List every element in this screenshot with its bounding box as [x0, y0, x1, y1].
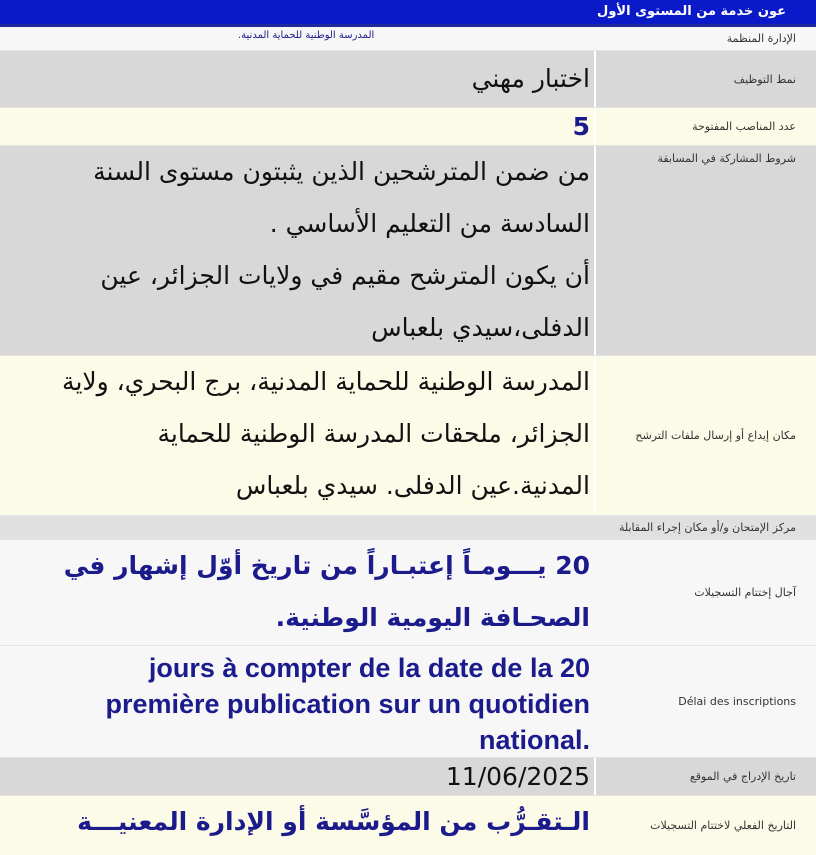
label-posted-date: تاريخ الإدراج في الموقع: [689, 770, 796, 783]
label-actual-close: التاريخ الفعلي لاختتام التسجيلات: [650, 819, 796, 832]
value-deadline-fr-wrap: [0, 646, 594, 757]
row-exam-center: [0, 516, 816, 540]
label-positions: عدد المناصب المفتوحة: [692, 120, 796, 133]
column-divider: [594, 51, 596, 107]
value-posted-date: 11/06/2025: [445, 762, 590, 791]
value-actual-close: الـتقـرُّب من المؤسَّسة أو الإدارة المعنيـــة: [77, 807, 590, 836]
label-deposit: مكان إيداع أو إرسال ملفات الترشح: [635, 429, 796, 442]
deadline-fr-line: première publication sur un quotidien: [105, 689, 590, 719]
conditions-line: السادسة من التعليم الأساسي .: [269, 209, 590, 238]
label-deadline-fr: Délai des inscriptions: [678, 695, 796, 708]
deadline-fr-line: .national: [478, 725, 590, 755]
value-positions: 5: [572, 112, 590, 141]
conditions-line: الدفلى،سيدي بلعباس: [371, 313, 590, 342]
column-divider: [594, 108, 596, 145]
label-exam-center: مركز الإمتحان و/أو مكان إجراء المقابلة: [618, 521, 796, 534]
conditions-line: أن يكون المترشح مقيم في ولايات الجزائر، عين: [100, 261, 590, 290]
row-actual-close: [0, 796, 816, 855]
value-recruit-type-wrap: [0, 51, 594, 107]
column-divider: [594, 356, 596, 515]
job-title: عون خدمة من المستوى الأول: [597, 4, 786, 19]
label-deadline-ar: آجال إختتام التسجيلات: [694, 586, 796, 599]
row-positions: [0, 108, 816, 146]
deadline-ar-line: 20 يـــومـاً إعتبـاراً من تاريخ أوّل إشهار في: [63, 551, 590, 580]
conditions-line: من ضمن المترشحين الذين يثبتون مستوى السنة: [93, 157, 590, 186]
deposit-line: المدرسة الوطنية للحماية المدنية، برج البحري، ولاية: [62, 367, 590, 396]
row-deadline-fr: [0, 646, 816, 758]
label-admin: الإدارة المنظمة: [726, 32, 796, 45]
column-divider: [594, 758, 596, 795]
column-divider: [594, 146, 596, 355]
row-conditions: [0, 146, 816, 356]
value-recruit-type: اختبار مهني: [471, 64, 590, 93]
value-positions-wrap: [0, 108, 594, 145]
deposit-line: الجزائر، ملحقات المدرسة الوطنية للحماية: [157, 419, 590, 448]
value-admin: المدرسة الوطنية للحماية المدنية.: [238, 30, 375, 41]
value-admin-wrap: [0, 27, 594, 50]
value-exam-center: [0, 516, 594, 539]
row-admin: [0, 27, 816, 51]
row-posted-date: [0, 758, 816, 796]
value-deadline-ar-wrap: [0, 540, 594, 645]
label-recruit-type: نمط التوظيف: [598, 51, 816, 107]
value-posted-date-wrap: [0, 758, 594, 795]
row-deadline-ar: [0, 540, 816, 646]
row-recruit-type: [0, 51, 816, 108]
deadline-fr-line: jours à compter de la date de la 20: [148, 653, 590, 683]
job-title-header: [0, 0, 816, 27]
deposit-line: المدنية.عين الدفلى. سيدي بلعباس: [235, 471, 590, 500]
deadline-ar-line: الصحـافة اليومية الوطنية.: [275, 603, 590, 632]
row-deposit: [0, 356, 816, 516]
value-deposit-wrap: [0, 356, 594, 515]
value-conditions-wrap: [0, 146, 594, 355]
value-actual-close-wrap: [0, 796, 594, 855]
label-conditions: شروط المشاركة في المسابقة: [657, 152, 796, 165]
